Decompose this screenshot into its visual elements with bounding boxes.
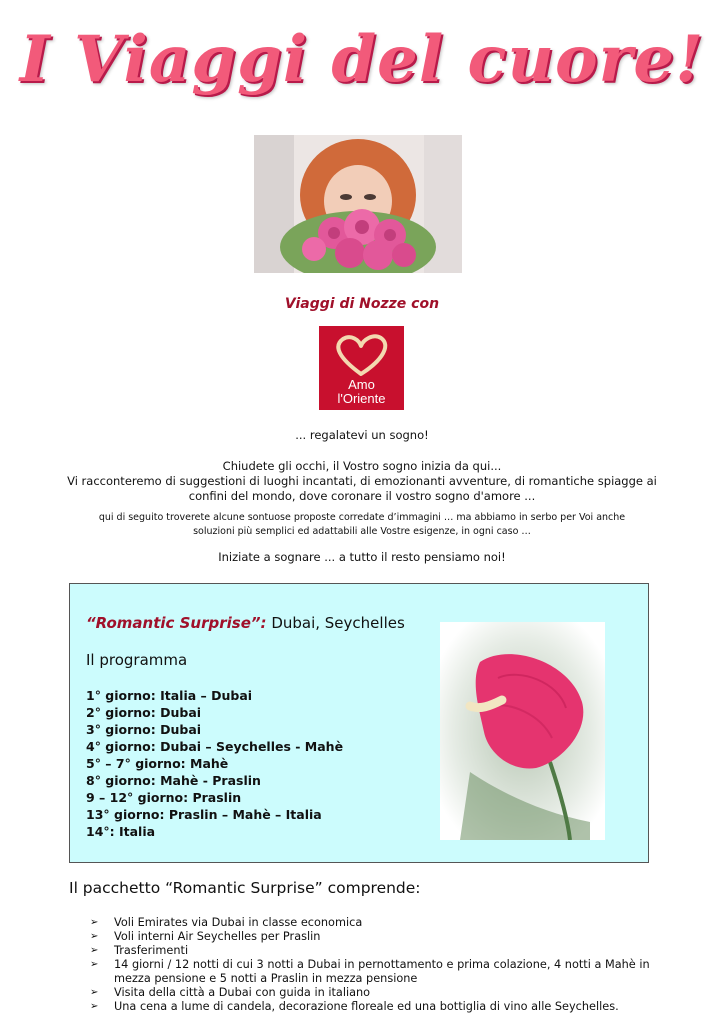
- logo-line-2: l'Oriente: [337, 391, 386, 406]
- tagline: ... regalatevi un sogno!: [295, 428, 429, 442]
- anthurium-photo: [440, 622, 605, 840]
- itinerary-day: 13° giorno: Praslin – Mahè – Italia: [86, 807, 322, 822]
- itinerary-day: 8° giorno: Mahè - Praslin: [86, 773, 261, 788]
- arrow-bullet-icon: ➢: [90, 987, 99, 998]
- page-title: I Viaggi del cuore!: [19, 22, 705, 97]
- offer-heading: [86, 614, 405, 632]
- offer-name: “Romantic Surprise”:: [86, 614, 267, 632]
- intro-small-line-2: soluzioni più semplici ed adattabili alle Vostre esigenze, in ogni caso …: [193, 526, 531, 537]
- heart-icon: [319, 330, 404, 380]
- itinerary-day: 9 – 12° giorno: Praslin: [86, 790, 242, 805]
- offer-destination: Dubai, Seychelles: [266, 614, 405, 632]
- arrow-bullet-icon: ➢: [90, 1001, 99, 1012]
- package-item: ➢ Una cena a lume di candela, decorazione floreale ed una bottiglia di vino alle Seychelles.: [90, 1000, 619, 1013]
- bride-with-roses-image: [254, 135, 462, 273]
- amo-loriente-logo: [319, 326, 404, 410]
- itinerary-day: 2° giorno: Dubai: [86, 705, 202, 720]
- itinerary-list: [86, 687, 343, 840]
- package-list: [90, 916, 670, 1014]
- arrow-bullet-icon: ➢: [90, 931, 99, 942]
- intro-line-3: confini del mondo, dove coronare il vostro sogno d'amore ...: [188, 489, 536, 503]
- arrow-bullet-icon: ➢: [90, 917, 99, 928]
- subtitle: Viaggi di Nozze con: [284, 296, 440, 312]
- intro-line-2: Vi racconteremo di suggestioni di luoghi incantati, di emozionanti avventure, di romantiche spiagge ai: [67, 474, 657, 488]
- itinerary-day: 3° giorno: Dubai: [86, 722, 202, 737]
- anthurium-flower-image: [440, 622, 605, 840]
- programma-label: Il programma: [86, 651, 188, 669]
- closing-text: Iniziate a sognare ... a tutto il resto pensiamo noi!: [218, 550, 506, 564]
- package-item: ➢ Visita della città a Dubai con guida in italiano: [90, 986, 371, 999]
- intro-small-line-1: qui di seguito troverete alcune sontuose proposte corredate d’immagini … ma abbiamo in serbo per Voi anche: [98, 512, 626, 523]
- package-item: ➢ Voli Emirates via Dubai in classe economica: [90, 916, 363, 929]
- offer-box: [69, 583, 649, 863]
- itinerary-day: 5° – 7° giorno: Mahè: [86, 756, 229, 771]
- package-item: ➢ Trasferimenti: [90, 944, 189, 957]
- arrow-bullet-icon: ➢: [90, 959, 99, 970]
- itinerary-day: 4° giorno: Dubai – Seychelles - Mahè: [86, 739, 344, 754]
- package-item: ➢ 14 giorni / 12 notti di cui 3 notti a Dubai in pernottamento e prima colazione, 4 notti a Mahè in mezza pensione e 5 notti a Praslin in mezza pensione: [90, 958, 650, 985]
- arrow-bullet-icon: ➢: [90, 945, 99, 956]
- itinerary-day: 1° giorno: Italia – Dubai: [86, 688, 253, 703]
- package-item: ➢ Voli interni Air Seychelles per Praslin: [90, 930, 321, 943]
- bride-photo: [254, 135, 462, 273]
- package-heading: Il pacchetto “Romantic Surprise” comprende:: [69, 879, 421, 897]
- logo-line-1: Amo: [348, 377, 375, 392]
- intro-line-1: Chiudete gli occhi, il Vostro sogno inizia da qui...: [222, 459, 502, 473]
- itinerary-day: 14°: Italia: [86, 824, 156, 839]
